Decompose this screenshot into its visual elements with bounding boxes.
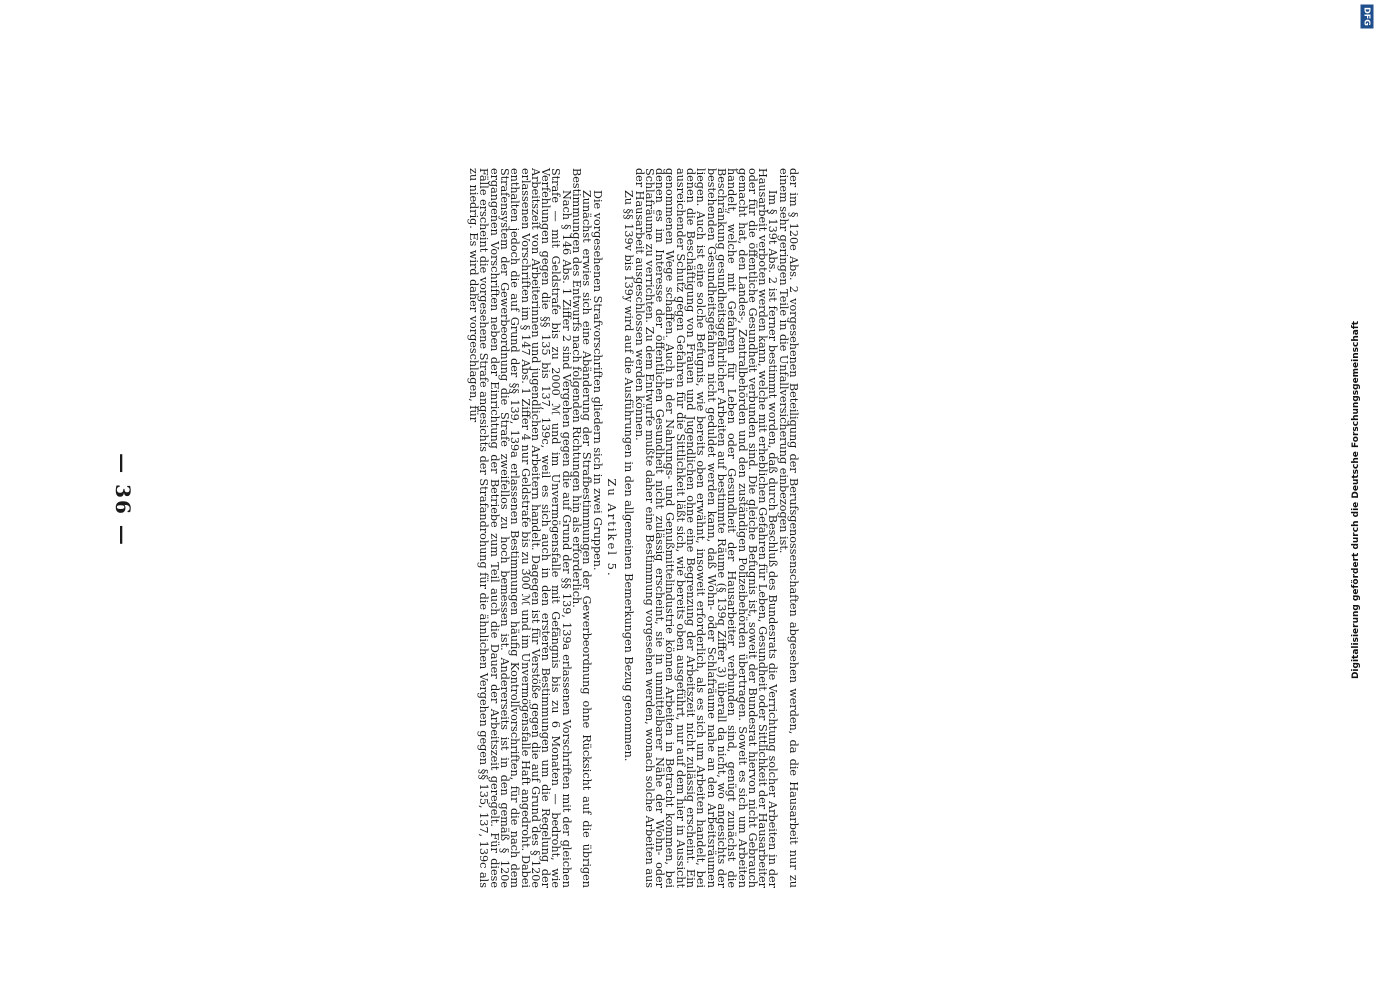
paragraph: Im § 139t Abs. 2 ist ferner bestimmt worden, daß durch Beschluß des Bundesrats die Verrichtung solcher Arbeiten in der Hausarbeit verboten werden kann, welche mit erheblichen Gefahren für Leben, Gesundheit oder Sittlichkeit der Hausarbeiter oder für die öffentliche Gesundheit verbunden sind. Die gleiche Befugnis ist, soweit der Bundesrat hiervon nicht Gebrauch gemacht hat, den Landes-, Zentralbehörden und den zuständigen Polizeibehörden übertragen. Soweit es sich um Arbeiten handelt, welche mit Gefahren für Leben oder Gesundheit der Hausarbeiter verbunden sind, genügt zunächst die Beschränkung gesundheitsgefährlicher Arbeiten auf bestimmte Räume (§ 139q Ziffer 3) überall da nicht, wo angesichts der bestehenden Gesundheitsgefahren nicht geduldet werden kann, daß Wohn- oder Schlafräume nahe an den Arbeitsräumen liegen. Auch ist eine solche Befugnis, wie bereits oben erwähnt, insoweit erforderlich, als es sich um Arbeiten handelt, bei denen die Beschäftigung von Frauen und Jugendlichen ohne eine Begrenzung der Arbeitszeit nicht zulässig erscheint. Ein ausreichender Schutz gegen Gefahren für die Sittlichkeit läßt sich, wie bereits oben ausgeführt, nur auf dem hier in Aussicht genommenen Wege schaffen. Auch in der Nahrungs- und Genußmittelindustrie können Arbeiten in Betracht kommen, bei denen es im Interesse der öffentlichen Gesundheit nicht zulässig erscheint, sie in unmittelbarer Nähe der Wohn- oder Schlafräume zu verrichten. Zu dem Entwurfe mußte daher eine Bestimmung vorgesehen werden, wonach solche Arbeiten aus der Hausarbeit ausgeschlossen werden können.	[632, 168, 780, 888]
paragraph: Zu §§ 139v bis 139y wird auf die Ausführungen in den allgemeinen Bemerkungen Bezug genommen.	[622, 190, 636, 762]
body-text	[268, 168, 798, 888]
page-number: — 36 —	[111, 453, 135, 547]
paragraph: Nach § 146 Abs. 1 Ziffer 2 sind Vergehen gegen die auf Grund der §§ 139, 139a erlassenen Vorschriften mit der gleichen Strafe — mit Geldstrafe bis zu 2000 ℳ und im Unvermögensfalle mit Gefängnis bis zu 6 Monaten — bedroht, wie Verfehlungen gegen die §§ 135 bis 137, 139c, weil es sich auch in den ersteren Bestimmungen um die Regelung der Arbeitszeit von Arbeiterinnen und jugendlichen Arbeitern handelt. Dagegen ist für Verstöße gegen die auf Grund des § 120e erlassenen Vorschriften im § 147 Abs. 1 Ziffer 4 nur Geldstrafe bis zu 300 ℳ und im Unvermögensfalle Haft angedroht. Dabei enthalten jedoch die auf Grund der §§ 139, 139a erlassenen Bestimmungen häufig Kontrollvorschriften, für die nach dem Strafensystem der Gewerbeordnung die Strafe zweifellos zu hoch bemessen ist. Andererseits ist in den gemäß § 120e ergangenen Vorschriften neben der Einrichtung der Betriebe zum Teil auch die Dauer der Arbeitszeit geregelt. Für diese Fälle erscheint die vorgesehene Strafe angesichts der Strafandrohung für die ähnlichen Vergehen gegen §§ 135, 137, 139c als zu niedrig. Es wird daher vorgeschlagen, für	[467, 168, 573, 888]
paragraph: Zunächst erwies sich eine Abänderung der Strafbestimmungen der Gewerbeordnung ohne Rücksicht auf die übrigen Bestimmungen des Entwurfs nach folgenden Richtungen hin als erforderlich.	[570, 168, 594, 888]
section-heading: Zu Artikel 5.	[604, 478, 619, 578]
paragraph: Die vorgesehenen Strafvorschriften gliedern sich in zwei Gruppen.	[590, 190, 604, 571]
digitization-credit	[1351, 0, 1361, 1000]
dfg-logo-icon: DFG	[1361, 5, 1374, 29]
digitization-credit-text: Digitalisierung gefördert durch die Deutsche Forschungsgemeinschaft	[1351, 320, 1361, 680]
paragraph: der im § 120e Abs. 2 vorgesehenen Beteiligung der Berufsgenossenschaften abgesehen werden, da die Hausarbeit nur zu einem sehr geringen Teile in die Unfallversicherung einbezogen ist.	[776, 168, 800, 888]
